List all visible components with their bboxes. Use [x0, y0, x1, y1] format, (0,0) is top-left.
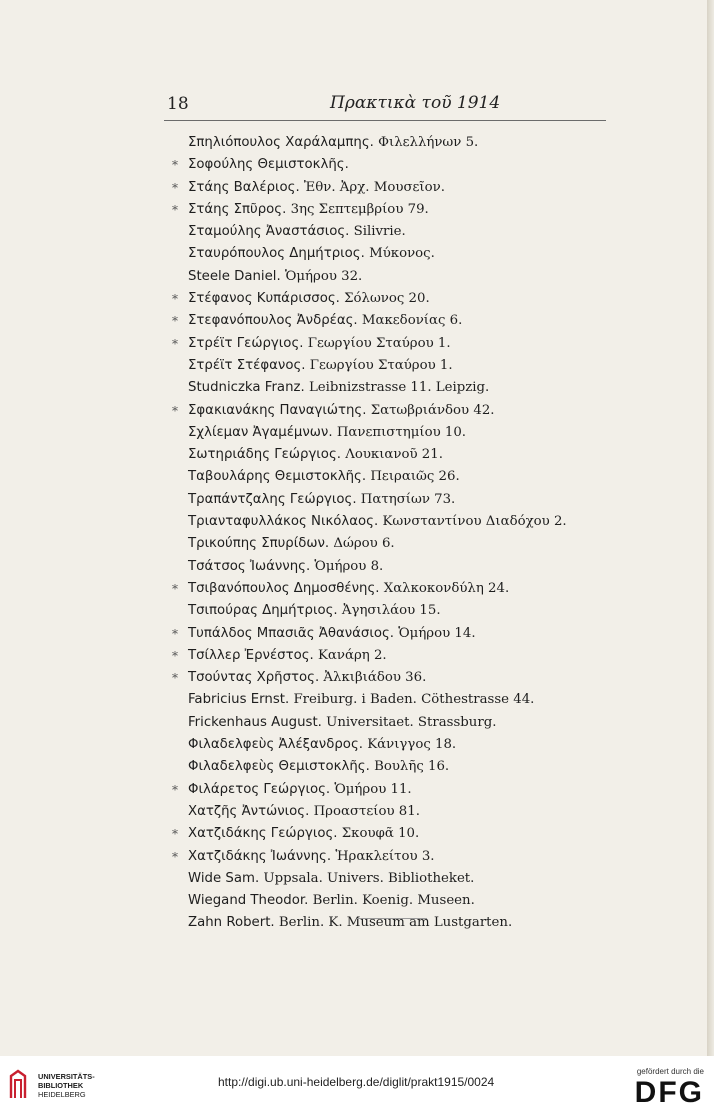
member-entry	[172, 912, 602, 934]
member-address: Κάνιγγος 18.	[367, 737, 457, 753]
member-entry	[172, 444, 602, 466]
library-line: BIBLIOTHEK	[38, 1081, 84, 1090]
member-name: Σπηλιόπουλος Χαράλαμπης.	[188, 135, 374, 150]
member-address: 3ης Σεπτεμβρίου 79.	[290, 201, 429, 217]
asterisk-mark: *	[172, 403, 178, 418]
member-address: Uppsala. Univers. Bibliotheket.	[263, 870, 475, 886]
asterisk-mark: *	[172, 292, 178, 307]
member-name: Στάης Βαλέριος.	[188, 179, 300, 195]
member-address: Σατωβριάνδου 42.	[370, 402, 495, 418]
member-address: Φιλελλήνων 5.	[378, 135, 479, 150]
member-address: Ἀγησιλάου 15.	[341, 603, 441, 619]
member-name: Ταβουλάρης Θεμιστοκλῆς.	[188, 469, 367, 485]
member-entry	[172, 177, 602, 199]
member-name: Σταυρόπουλος Δημήτριος.	[188, 246, 365, 262]
member-name: Τριανταφυλλάκος Νικόλαος.	[188, 514, 379, 530]
member-entry	[172, 600, 602, 622]
member-entry	[172, 533, 602, 555]
running-title: Πρακτικὰ τοῦ 1914	[330, 93, 501, 113]
member-address: Βουλῆς 16.	[374, 759, 450, 775]
member-entry	[172, 511, 602, 533]
member-name: Τσιπούρας Δημήτριος.	[188, 603, 338, 619]
member-entry	[172, 199, 602, 221]
member-entry	[172, 266, 602, 288]
member-address: Ὁμήρου 11.	[334, 781, 412, 797]
member-address: Freiburg. i Baden. Cöthestrasse 44.	[293, 692, 535, 708]
member-name: Σωτηριάδης Γεώργιος.	[188, 447, 341, 463]
member-entry	[172, 466, 602, 488]
member-name: Σοφούλης Θεμιστοκλῆς.	[188, 157, 349, 173]
end-rule	[357, 918, 427, 919]
member-name: Τσάτσος Ἰωάννης.	[188, 558, 311, 574]
library-line: UNIVERSITÄTS-	[38, 1072, 95, 1081]
member-name: Χατζιδάκης Ἰωάννης.	[188, 848, 332, 864]
member-entry	[172, 355, 602, 377]
asterisk-mark: *	[172, 180, 178, 195]
member-address: Σόλωνος 20.	[344, 291, 430, 307]
member-entry	[172, 221, 602, 243]
member-address: Berlin. K. Museum am Lustgarten.	[278, 915, 513, 931]
asterisk-mark: *	[172, 671, 178, 686]
asterisk-mark: *	[172, 158, 178, 173]
member-name: Σταμούλης Ἀναστάσιος.	[188, 224, 350, 240]
member-address: Berlin. Koenig. Museen.	[312, 893, 475, 909]
member-entry	[172, 400, 602, 422]
member-entry	[172, 154, 602, 176]
asterisk-mark: *	[172, 827, 178, 842]
funded-by-text: gefördert durch die	[636, 1067, 704, 1076]
member-entry	[172, 823, 602, 845]
member-address: Σκουφᾶ 10.	[341, 826, 420, 842]
member-address: Ἐθν. Ἀρχ. Μουσεῖον.	[303, 179, 445, 195]
header-rule	[164, 120, 606, 121]
member-name: Frickenhaus August.	[188, 714, 322, 730]
asterisk-mark: *	[172, 336, 178, 351]
member-name: Σχλίεμαν Ἀγαμέμνων.	[188, 424, 333, 440]
member-entry	[172, 689, 602, 711]
member-name: Σφακιανάκης Παναγιώτης.	[188, 402, 367, 418]
asterisk-mark: *	[172, 581, 178, 596]
asterisk-mark: *	[172, 314, 178, 329]
member-entry	[172, 377, 602, 399]
member-name: Φιλαδελφεὺς Θεμιστοκλῆς.	[188, 759, 370, 775]
member-address: Λουκιανοῦ 21.	[345, 447, 443, 463]
member-name: Fabricius Ernst.	[188, 692, 290, 708]
library-name	[38, 1072, 95, 1099]
member-address: Γεωργίου Σταύρου 1.	[309, 357, 453, 373]
member-entry	[172, 712, 602, 734]
member-name: Τσιβανόπουλος Δημοσθένης.	[188, 580, 380, 596]
member-name: Steele Daniel.	[188, 268, 281, 284]
member-entry	[172, 623, 602, 645]
member-address: Κωνσταντίνου Διαδόχου 2.	[382, 514, 567, 530]
member-entry	[172, 667, 602, 689]
member-name: Zahn Robert.	[188, 915, 275, 931]
member-entry	[172, 756, 602, 778]
member-entry	[172, 132, 602, 154]
member-address: Universitaet. Strassburg.	[326, 714, 497, 730]
member-name: Τυπάλδος Μπασιᾶς Ἀθανάσιος.	[188, 625, 395, 641]
member-address: Ὁμήρου 32.	[284, 268, 363, 284]
member-name: Τσούντας Χρῆστος.	[188, 670, 320, 686]
member-name: Στρέϊτ Στέφανος.	[188, 357, 306, 373]
member-name: Φιλαδελφεὺς Ἀλέξανδρος.	[188, 737, 363, 753]
member-entry	[172, 556, 602, 578]
page-edge	[707, 0, 714, 1056]
member-list	[172, 132, 602, 935]
member-name: Studniczka Franz.	[188, 380, 305, 396]
member-address: Πανεπιστημίου 10.	[336, 424, 467, 440]
member-entry	[172, 578, 602, 600]
university-library-logo-icon	[8, 1068, 28, 1102]
member-name: Φιλάρετος Γεώργιος.	[188, 781, 331, 797]
member-name: Στεφανόπουλος Ἀνδρέας.	[188, 313, 358, 329]
member-name: Τρικούπης Σπυρίδων.	[188, 536, 330, 552]
member-name: Στρέϊτ Γεώργιος.	[188, 335, 304, 351]
member-entry	[172, 288, 602, 310]
footer-bar	[0, 1056, 714, 1116]
asterisk-mark: *	[172, 849, 178, 864]
member-name: Τσίλλερ Ἐρνέστος.	[188, 647, 314, 663]
member-address: Ἡρακλείτου 3.	[335, 848, 435, 864]
member-entry	[172, 422, 602, 444]
member-address: Silivrie.	[353, 224, 406, 240]
member-entry	[172, 868, 602, 890]
asterisk-mark: *	[172, 782, 178, 797]
member-name: Χατζιδάκης Γεώργιος.	[188, 826, 338, 842]
member-entry	[172, 645, 602, 667]
member-name: Wiegand Theodor.	[188, 893, 309, 909]
member-name: Στάης Σπῦρος.	[188, 201, 287, 217]
member-address: Ὁμήρου 14.	[398, 625, 476, 641]
member-address: Πειραιῶς 26.	[370, 469, 460, 485]
member-address: Γεωργίου Σταύρου 1.	[307, 335, 451, 351]
member-name: Τραπάντζαλης Γεώργιος.	[188, 491, 357, 507]
member-address: Χαλκοκονδύλη 24.	[383, 580, 510, 596]
member-address: Ἀλκιβιάδου 36.	[323, 670, 427, 686]
member-entry	[172, 243, 602, 265]
member-entry	[172, 734, 602, 756]
member-address: Προαστείου 81.	[313, 803, 420, 819]
dfg-logo: DFG	[634, 1076, 704, 1109]
member-entry	[172, 890, 602, 912]
member-entry	[172, 333, 602, 355]
page-number: 18	[167, 94, 189, 114]
asterisk-mark: *	[172, 648, 178, 663]
member-address: Πατησίων 73.	[360, 491, 456, 507]
asterisk-mark: *	[172, 202, 178, 217]
member-entry	[172, 779, 602, 801]
member-entry	[172, 310, 602, 332]
member-address: Μακεδονίας 6.	[361, 313, 463, 329]
member-name: Wide Sam.	[188, 870, 260, 886]
member-name: Χατζῆς Ἀντώνιος.	[188, 803, 310, 819]
member-entry	[172, 489, 602, 511]
member-address: Leibnizstrasse 11. Leipzig.	[308, 380, 490, 396]
member-entry	[172, 801, 602, 823]
member-address: Δώρου 6.	[333, 536, 395, 552]
source-url-link[interactable]: http://digi.ub.uni-heidelberg.de/diglit/prakt1915/0024	[218, 1075, 495, 1089]
member-entry	[172, 846, 602, 868]
member-name: Στέφανος Κυπάρισσος.	[188, 291, 340, 307]
member-address: Ὁμήρου 8.	[314, 558, 384, 574]
library-line: HEIDELBERG	[38, 1090, 86, 1099]
asterisk-mark: *	[172, 626, 178, 641]
member-address: Κανάρη 2.	[317, 647, 387, 663]
member-address: Μύκονος.	[369, 246, 435, 262]
